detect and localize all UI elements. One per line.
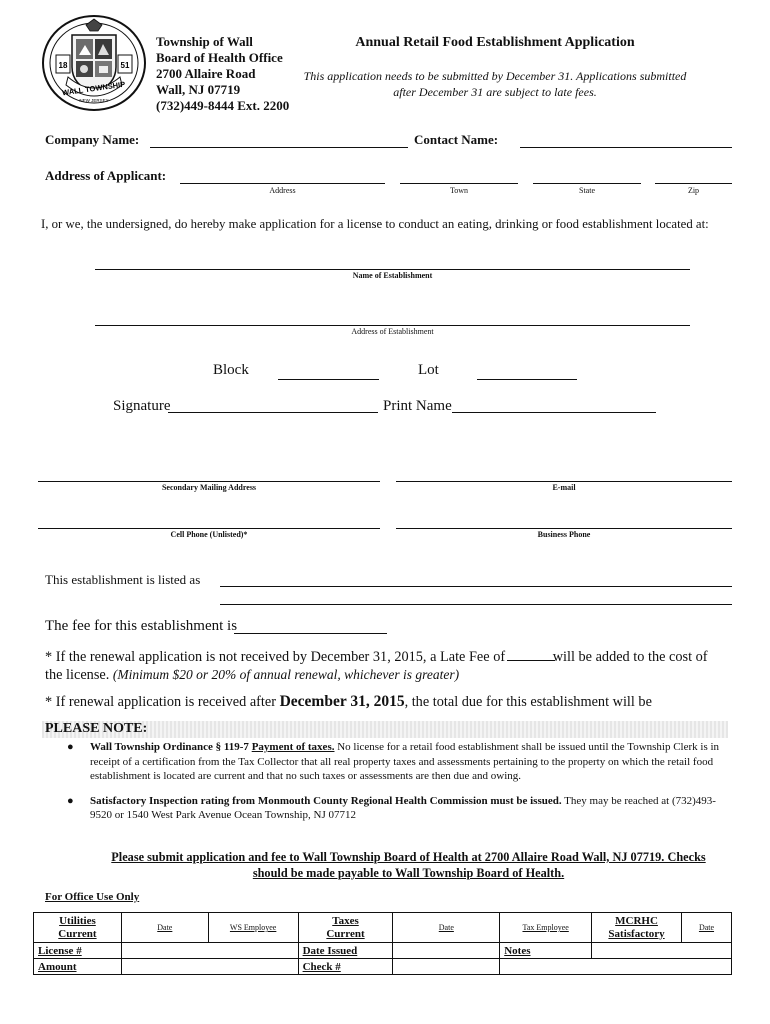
org-line: 2700 Allaire Road: [156, 66, 256, 81]
taxes-date-cell[interactable]: Date: [393, 913, 500, 943]
mcrhc-date-cell[interactable]: Date: [682, 913, 732, 943]
after-deadline-text: [45, 693, 652, 711]
office-use-heading: For Office Use Only: [45, 891, 140, 903]
late-fee-line1-b: will be added to the cost of: [552, 649, 708, 665]
fee-label: The fee for this establishment is: [45, 618, 238, 634]
org-line: Wall, NJ 07719: [156, 82, 241, 97]
late-fee-line1-a: * If the renewal application is not received by December 31, 2015, a Late Fee of: [45, 649, 506, 665]
company-name-field[interactable]: [150, 147, 408, 148]
date-issued-field[interactable]: [393, 943, 500, 959]
applicant-town-field[interactable]: [400, 183, 518, 184]
utilities-date-cell[interactable]: Date: [121, 913, 208, 943]
after-deadline-a: * If renewal application is received after: [45, 694, 277, 710]
date-issued-label: Date Issued: [298, 943, 393, 959]
lot-label: Lot: [418, 362, 439, 378]
bullet-icon: ●: [67, 794, 74, 807]
ws-employee-cell[interactable]: WS Employee: [208, 913, 298, 943]
listed-as-field[interactable]: [220, 586, 732, 587]
fee-field[interactable]: [234, 633, 387, 634]
submit-instructions: [60, 849, 757, 881]
inspection-contact: They may be reached at (732)493-9520 or 1540 West Park Avenue Ocean Township, NJ 07712: [90, 794, 716, 821]
cell-phone-label: Cell Phone (Unlisted)*: [170, 530, 248, 539]
seal-year-left: 18: [58, 61, 68, 70]
org-address-block: [156, 34, 289, 114]
submission-notice: [300, 68, 690, 100]
listed-as-label: This establishment is listed as: [45, 572, 201, 587]
office-use-table: [33, 912, 732, 975]
license-number-field[interactable]: [121, 943, 298, 959]
company-name-label: Company Name:: [45, 132, 140, 147]
establishment-name-label: Name of Establishment: [352, 271, 433, 280]
lot-field[interactable]: [477, 379, 577, 380]
amount-field[interactable]: [121, 959, 298, 975]
signature-label: Signature: [113, 398, 171, 414]
seal-state-text: NEW JERSEY: [79, 98, 109, 103]
late-fee-minimum: (Minimum $20 or 20% of annual renewal, whichever is greater): [112, 667, 460, 682]
state-sublabel: State: [579, 186, 595, 195]
notes-label: Notes: [500, 943, 592, 959]
signature-field[interactable]: [168, 412, 378, 413]
block-field[interactable]: [278, 379, 379, 380]
after-deadline-b: , the total due for this establishment will be: [404, 694, 652, 710]
address-sublabel: Address: [269, 186, 296, 195]
contact-name-label: Contact Name:: [414, 132, 499, 147]
contact-name-field[interactable]: [520, 147, 732, 148]
applicant-state-field[interactable]: [533, 183, 641, 184]
bullet-icon: ●: [67, 741, 74, 753]
secondary-mailing-label: Secondary Mailing Address: [161, 483, 257, 492]
listed-as-field-2[interactable]: [220, 604, 732, 605]
notes-field[interactable]: [592, 943, 732, 959]
print-name-field[interactable]: [452, 412, 656, 413]
license-number-label: License #: [34, 943, 122, 959]
page-title: Annual Retail Food Establishment Application: [355, 35, 635, 50]
email-label: E-mail: [552, 483, 576, 492]
block-label: Block: [213, 362, 249, 378]
seal-year-right: 51: [120, 61, 130, 70]
submit-line: should be made payable to Wall Township Board of Health.: [252, 866, 565, 880]
org-line: (732)449-8444 Ext. 2200: [156, 98, 290, 113]
secondary-mailing-field[interactable]: [38, 481, 380, 482]
applicant-zip-field[interactable]: [655, 183, 732, 184]
please-note-heading: PLEASE NOTE:: [45, 721, 148, 736]
print-name-label: Print Name: [383, 398, 452, 414]
note-item-taxes: [45, 740, 730, 784]
establishment-address-field[interactable]: [95, 325, 690, 326]
late-fee-amount-field[interactable]: [507, 648, 555, 661]
applicant-address-field[interactable]: [180, 183, 385, 184]
amount-label: Amount: [34, 959, 122, 975]
wall-township-seal: [42, 15, 146, 111]
mcrhc-satisfactory-cell: MCRHC Satisfactory: [592, 913, 682, 943]
email-field[interactable]: [396, 481, 732, 482]
utilities-current-cell: Utilities Current: [34, 913, 122, 943]
town-sublabel: Town: [449, 186, 469, 195]
declaration-text: I, or we, the undersigned, do hereby make application for a license to conduct an eating, drinking or food establishment located at:: [41, 217, 709, 231]
notice-line: This application needs to be submitted by December 31. Applications submitted: [303, 69, 687, 83]
note-item-inspection: [45, 794, 730, 823]
establishment-name-field[interactable]: [95, 269, 690, 270]
business-phone-label: Business Phone: [537, 530, 591, 539]
submit-line: Please submit application and fee to Wall Township Board of Health at 2700 Allaire Road Wall, NJ 07719. Checks: [111, 850, 706, 864]
late-fee-line2-a: the license.: [45, 667, 110, 683]
establishment-address-label: Address of Establishment: [351, 327, 434, 336]
notes-field-continued[interactable]: [500, 959, 732, 975]
late-fee-text: [45, 648, 745, 684]
notice-line: after December 31 are subject to late fees.: [393, 85, 597, 99]
taxes-text: No license for a retail food establishment shall be issued until the Township Clerk is in receipt of a certification from the Tax Collector that all real property taxes and assessments pertaining to the property on which the retail food establishment is located are current and that no such taxes or assessments are then due and owing.: [90, 741, 720, 782]
after-deadline-date: December 31, 2015: [279, 693, 405, 710]
inspection-requirement: Satisfactory Inspection rating from Monmouth County Regional Health Commission must be issued.: [90, 794, 562, 807]
check-number-field[interactable]: [393, 959, 500, 975]
org-line: Township of Wall: [156, 34, 253, 49]
check-number-label: Check #: [298, 959, 393, 975]
payment-of-taxes: Payment of taxes.: [251, 741, 335, 753]
notes-list: [45, 740, 730, 823]
business-phone-field[interactable]: [396, 528, 732, 529]
address-of-applicant-label: Address of Applicant:: [45, 168, 167, 183]
org-line: Board of Health Office: [156, 50, 283, 65]
taxes-current-cell: Taxes Current: [298, 913, 393, 943]
seal-ring-text: WALL TOWNSHIP: [61, 79, 126, 98]
cell-phone-field[interactable]: [38, 528, 380, 529]
tax-employee-cell[interactable]: Tax Employee: [500, 913, 592, 943]
zip-sublabel: Zip: [687, 186, 700, 195]
ordinance-ref: Wall Township Ordinance § 119-7: [90, 741, 249, 753]
